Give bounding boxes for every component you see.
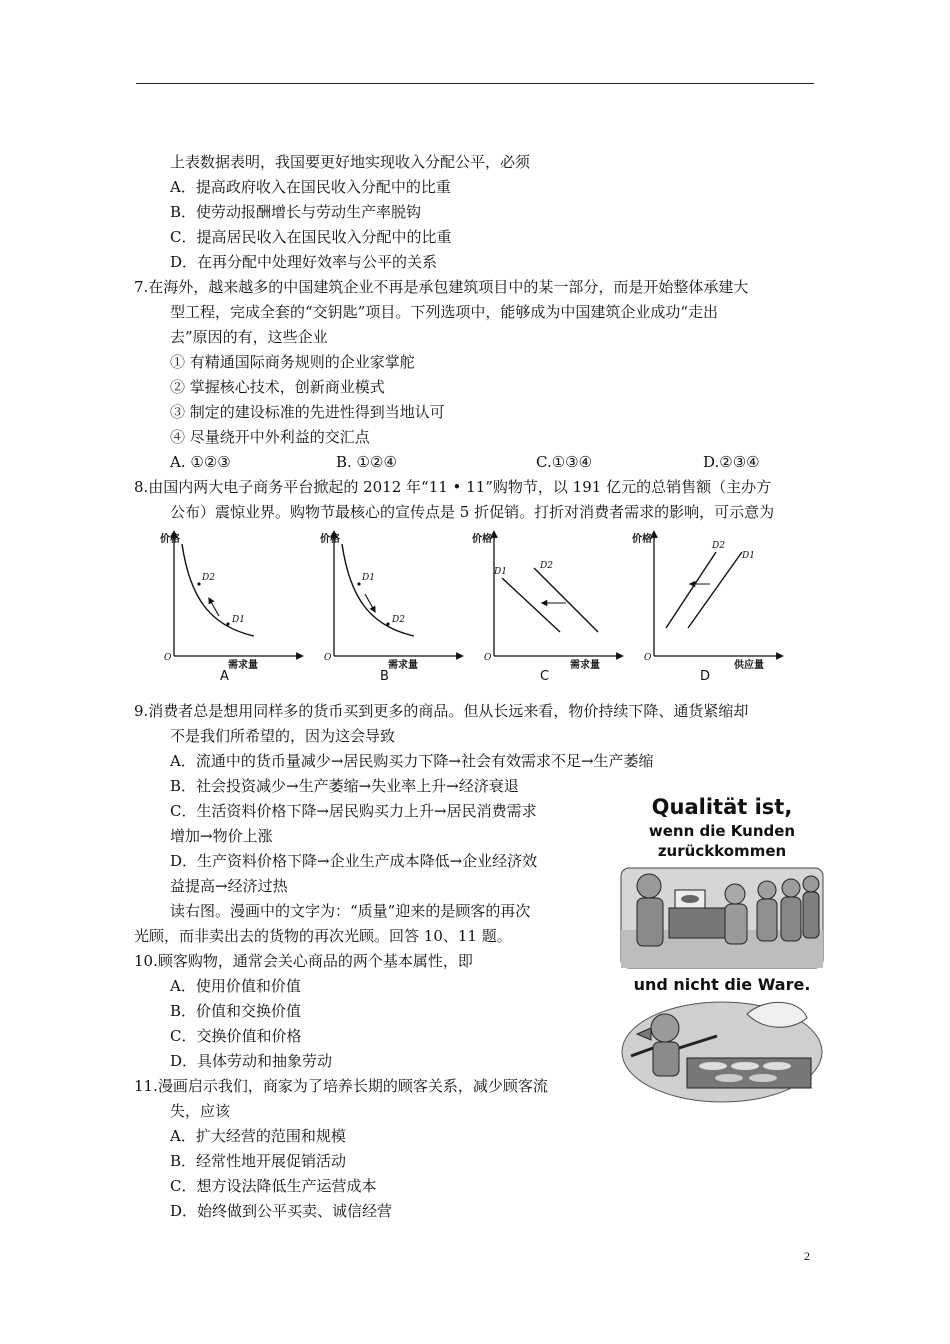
q10-option-c: C．交换价值和价格 <box>170 1027 302 1045</box>
graph-c-line-d2 <box>534 568 598 632</box>
graph-d-ylabel: 价格 <box>632 534 652 545</box>
graph-c-origin: O <box>484 653 492 663</box>
graph-a-ylabel: 价格 <box>160 534 180 545</box>
page-number: 2 <box>804 1249 810 1263</box>
graph-b-caption: B <box>380 669 389 684</box>
graph-c-label-1: D1 <box>494 567 507 577</box>
graph-a-point-d1 <box>226 622 229 625</box>
graph-d-label-1: D2 <box>712 541 725 551</box>
graph-b-origin: O <box>324 653 332 663</box>
graph-b-ylabel: 价格 <box>320 534 340 545</box>
q9-option-c-2: 增加→物价上涨 <box>170 827 273 845</box>
q7-line1: 7.在海外，越来越多的中国建筑企业不再是承包建筑项目中的某一部分，而是开始整体承建大 <box>134 278 749 296</box>
graph-c-xlabel: 需求量 <box>570 660 600 671</box>
q9-option-d-1: D．生产资料价格下降→企业生产成本降低→企业经济效 <box>170 852 538 870</box>
q11-line2: 失，应该 <box>170 1102 231 1120</box>
cartoon-upper-panel <box>621 868 823 968</box>
graph-c-caption: C <box>540 669 550 684</box>
q7-item-2: ② 掌握核心技术，创新商业模式 <box>170 378 385 396</box>
cartoon-lower-panel <box>622 1002 822 1102</box>
cartoon-line4: und nicht die Ware. <box>633 975 811 994</box>
q9-line2: 不是我们所希望的，因为这会导致 <box>170 727 396 745</box>
graph-b-arrow <box>365 594 374 610</box>
q9-option-b: B．社会投资减少→生产萎缩→失业率上升→经济衰退 <box>170 777 519 795</box>
q7-line3: 去”原因的有，这些企业 <box>170 328 328 346</box>
graph-d-origin: O <box>644 653 652 663</box>
cartoon <box>617 790 827 1110</box>
graph-d-line-d2 <box>666 552 716 628</box>
q7-choice-a: A. ①②③ <box>170 453 231 471</box>
graph-c-svg <box>470 528 630 688</box>
q10-option-d: D．具体劳动和抽象劳动 <box>170 1052 333 1070</box>
q7-line2: 型工程，完成全套的“交钥匙”项目。下列选项中，能够成为中国建筑企业成功“走出 <box>170 303 719 321</box>
graph-b-point-d2 <box>386 622 389 625</box>
graph-c <box>470 528 630 688</box>
q10-option-b: B．价值和交换价值 <box>170 1002 302 1020</box>
q7-item-4: ④ 尽量绕开中外利益的交汇点 <box>170 428 370 446</box>
graph-b-svg <box>310 528 470 688</box>
graph-d <box>630 528 790 688</box>
q6-option-b: B．使劳动报酬增长与劳动生产率脱钩 <box>170 203 422 221</box>
graph-b-point-d1 <box>357 582 360 585</box>
q11-option-d: D．始终做到公平买卖、诚信经营 <box>170 1202 393 1220</box>
graph-a-point-d2 <box>197 582 200 585</box>
graph-c-label-2: D2 <box>540 561 553 571</box>
graph-b-xlabel: 需求量 <box>388 660 418 671</box>
q11-line1: 11.漫画启示我们，商家为了培养长期的顾客关系，减少顾客流 <box>134 1077 548 1095</box>
intro-line1: 读右图。漫画中的文字为：“质量”迎来的是顾客的再次 <box>170 902 531 920</box>
graph-a-xlabel: 需求量 <box>228 660 258 671</box>
graph-d-label-2: D1 <box>742 551 755 561</box>
q9-option-c-1: C．生活资料价格下降→居民购买力上升→居民消费需求 <box>170 802 537 820</box>
q9-option-a: A．流通中的货币量减少→居民购买力下降→社会有效需求不足→生产萎缩 <box>170 752 654 770</box>
q10-option-a: A．使用价值和价值 <box>170 977 301 995</box>
q6-option-d: D．在再分配中处理好效率与公平的关系 <box>170 253 438 271</box>
q7-item-3: ③ 制定的建设标准的先进性得到当地认可 <box>170 403 445 421</box>
graph-b-label-1: D1 <box>362 573 375 583</box>
q9-line1: 9.消费者总是想用同样多的货币买到更多的商品。但从长远来看，物价持续下降、通货紧缩却 <box>134 702 749 720</box>
q6-stem: 上表数据表明，我国要更好地实现收入分配公平，必须 <box>170 153 531 171</box>
graph-d-line-d1 <box>688 552 742 628</box>
q6-option-c: C．提高居民收入在国民收入分配中的比重 <box>170 228 452 246</box>
q10-stem: 10.顾客购物，通常会关心商品的两个基本属性，即 <box>134 952 473 970</box>
graph-a-label-2: D1 <box>232 615 245 625</box>
graph-d-svg <box>630 528 790 688</box>
q6-option-a: A．提高政府收入在国民收入分配中的比重 <box>170 178 451 196</box>
graph-a-svg <box>150 528 310 688</box>
graph-d-caption: D <box>700 669 711 684</box>
graph-b-label-2: D2 <box>392 615 405 625</box>
q11-option-a: A．扩大经营的范围和规模 <box>170 1127 346 1145</box>
graph-c-ylabel: 价格 <box>472 534 492 545</box>
graph-b <box>310 528 470 688</box>
q7-choice-d: D.②③④ <box>703 453 760 471</box>
header-rule <box>136 83 814 84</box>
intro-line2: 光顾，而非卖出去的货物的再次光顾。回答 10、11 题。 <box>134 927 512 945</box>
q8-line1: 8.由国内两大电子商务平台掀起的 2012 年“11 • 11”购物节，以 191 亿元的总销售额（主办方 <box>134 478 772 496</box>
q7-choice-b: B. ①②④ <box>336 453 397 471</box>
cartoon-line1: Qualität ist, <box>651 795 793 819</box>
graph-a <box>150 528 310 688</box>
q11-option-c: C．想方设法降低生产运营成本 <box>170 1177 377 1195</box>
cartoon-svg <box>617 790 827 1110</box>
cartoon-line2: wenn die Kunden <box>648 822 796 840</box>
q11-option-b: B．经常性地开展促销活动 <box>170 1152 347 1170</box>
q9-option-d-2: 益提高→经济过热 <box>170 877 288 895</box>
graph-a-label-1: D2 <box>202 573 215 583</box>
graph-d-xlabel: 供应量 <box>734 660 764 671</box>
cartoon-line3: zurückkommen <box>657 842 787 860</box>
q8-graphs <box>150 528 810 688</box>
q8-line2: 公布）震惊业界。购物节最核心的宣传点是 5 折促销。打折对消费者需求的影响，可示意为 <box>170 503 775 521</box>
graph-a-origin: O <box>164 653 172 663</box>
q7-choice-c: C.①③④ <box>536 453 593 471</box>
graph-a-caption: A <box>220 669 229 684</box>
q7-item-1: ① 有精通国际商务规则的企业家掌舵 <box>170 353 415 371</box>
